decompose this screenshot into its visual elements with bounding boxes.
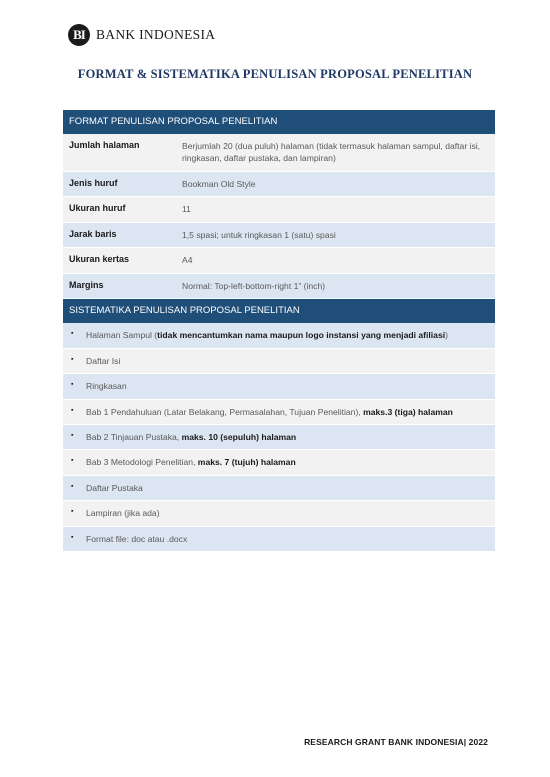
list-item-text: Bab 1 Pendahuluan (Latar Belakang, Permasalahan, Tujuan Penelitian), maks.3 (tiga) halaman: [86, 406, 453, 417]
bullet-icon: ▪: [71, 457, 74, 465]
list-item-text: Bab 3 Metodologi Penelitian, maks. 7 (tujuh) halaman: [86, 457, 296, 468]
table-row: [63, 134, 495, 172]
bullet-icon: ▪: [71, 381, 74, 389]
bullet-icon: ▪: [71, 508, 74, 516]
list-item-text: Lampiran (jika ada): [86, 508, 160, 519]
bi-logo-icon: BI: [68, 24, 90, 46]
row-label: Jumlah halaman: [69, 140, 140, 150]
list-item: [63, 527, 495, 552]
row-value: 1,5 spasi; untuk ringkasan 1 (satu) spasi: [182, 229, 336, 240]
list-item: [63, 425, 495, 450]
list-item-text: Daftar Isi: [86, 355, 121, 366]
bullet-icon: ▪: [71, 406, 74, 414]
row-value: 11: [182, 204, 191, 215]
row-label: Margins: [69, 279, 104, 290]
table-row: [63, 223, 495, 248]
row-label: Ukuran kertas: [69, 254, 130, 265]
list-item-text: Halaman Sampul (tidak mencantumkan nama maupun logo instansi yang menjadi afiliasi): [86, 330, 449, 341]
page-title: FORMAT & SISTEMATIKA PENULISAN PROPOSAL PENELITIAN: [77, 67, 473, 81]
table-row: [63, 172, 495, 197]
table-row: [63, 197, 495, 222]
bank-indonesia-logo: [68, 24, 215, 46]
list-item-text: Bab 2 Tinjauan Pustaka, maks. 10 (sepuluh) halaman: [86, 431, 297, 442]
row-value: Normal: Top-left-bottom-right 1” (inch): [182, 280, 326, 291]
sistematika-section-heading: SISTEMATIKA PENULISAN PROPOSAL PENELITIAN: [63, 299, 495, 323]
list-item: [63, 476, 495, 501]
row-value: A4: [182, 255, 193, 266]
row-label: Ukuran huruf: [69, 203, 126, 214]
format-section-heading: FORMAT PENULISAN PROPOSAL PENELITIAN: [63, 110, 495, 134]
list-item: [63, 501, 495, 526]
list-item: [63, 349, 495, 374]
list-item-text: Daftar Pustaka: [86, 482, 143, 493]
bullet-icon: ▪: [71, 431, 74, 439]
list-item: [63, 400, 495, 425]
logo-text: BANK INDONESIA: [96, 27, 216, 42]
page-footer: RESEARCH GRANT BANK INDONESIA| 2022: [304, 737, 488, 747]
list-item: [63, 450, 495, 475]
list-item-text: Format file: doc atau .docx: [86, 533, 188, 544]
table-row: [63, 274, 495, 299]
bullet-icon: ▪: [71, 482, 74, 490]
row-value: Bookman Old Style: [182, 178, 256, 189]
format-table: [63, 110, 495, 552]
row-label: Jarak baris: [69, 228, 117, 239]
bullet-icon: ▪: [71, 330, 74, 338]
list-item-text: Ringkasan: [86, 381, 127, 392]
table-row: [63, 248, 495, 273]
row-label: Jenis huruf: [69, 177, 118, 188]
row-value: Berjumlah 20 (dua puluh) halaman (tidak termasuk halaman sampul, daftar isi, ringkasan, daftar pustaka, dan lampiran): [182, 141, 481, 164]
bullet-icon: ▪: [71, 533, 74, 541]
list-item: [63, 374, 495, 399]
list-item: [63, 323, 495, 348]
bullet-icon: ▪: [71, 355, 74, 363]
